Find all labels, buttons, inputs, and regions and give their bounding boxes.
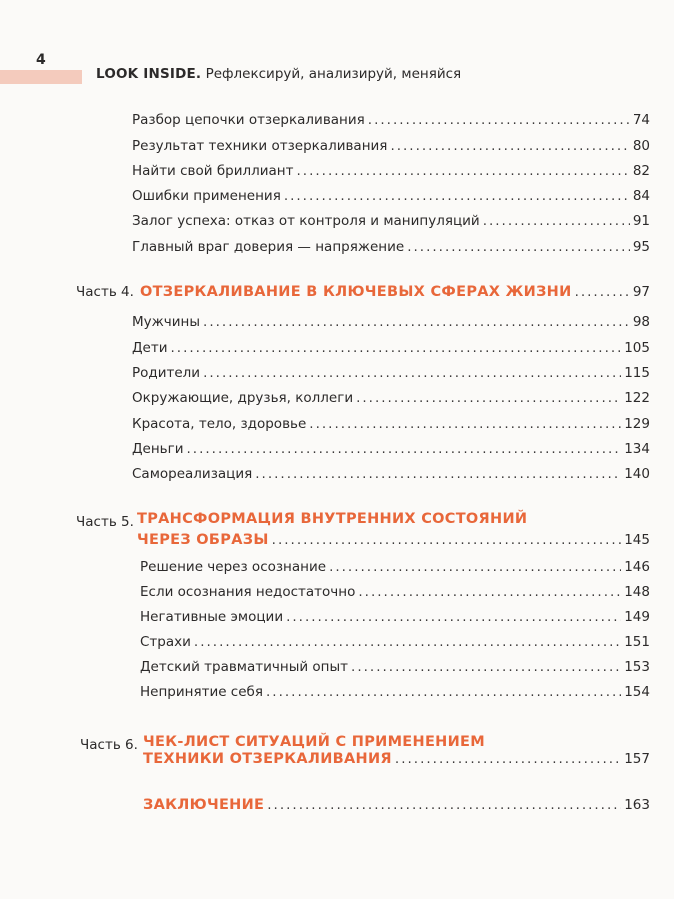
toc-entry-page: 140 — [624, 466, 650, 482]
toc-entry-page: 129 — [624, 416, 650, 432]
toc-entry[interactable] — [132, 365, 650, 381]
dot-leader — [203, 314, 630, 330]
toc-entry-page: 154 — [624, 684, 650, 700]
page-number: 4 — [36, 52, 46, 68]
toc-entry-page: 95 — [632, 239, 650, 255]
part-label: Часть 6. — [80, 737, 138, 753]
book-subtitle: Рефлексируй, анализируй, меняйся — [205, 66, 462, 82]
toc-part-heading[interactable] — [143, 751, 650, 767]
toc-entry-title: Найти свой бриллиант — [132, 163, 294, 179]
toc-entry-title: Негативные эмоции — [140, 609, 284, 625]
toc-entry[interactable] — [132, 112, 650, 128]
toc-entry-title: Главный враг доверия — напряжение — [132, 239, 405, 255]
toc-entry-page: 115 — [624, 365, 650, 381]
dot-leader — [194, 634, 621, 650]
toc-entry-title: Красота, тело, здоровье — [132, 416, 307, 432]
dot-leader — [286, 609, 621, 625]
dot-leader — [483, 213, 630, 229]
toc-entry-page: 82 — [632, 163, 650, 179]
toc-entry[interactable] — [132, 314, 650, 330]
conclusion-title: ЗАКЛЮЧЕНИЕ — [143, 797, 265, 813]
toc-entry-page: 157 — [624, 751, 650, 767]
toc-entry-title: Окружающие, друзья, коллеги — [132, 390, 354, 406]
dot-leader — [267, 797, 621, 813]
dot-leader — [187, 441, 622, 457]
dot-leader — [297, 163, 630, 179]
toc-entry-title: Если осознания недостаточно — [140, 584, 356, 600]
toc-entry-page: 98 — [632, 314, 650, 330]
toc-entry-title: Деньги — [132, 441, 184, 457]
dot-leader — [272, 532, 622, 548]
toc-entry-title: Решение через осознание — [140, 559, 327, 575]
toc-conclusion[interactable] — [143, 797, 650, 813]
dot-leader — [266, 684, 621, 700]
dot-leader — [368, 112, 630, 128]
toc-entry-page: 74 — [632, 112, 650, 128]
toc-entry[interactable] — [132, 138, 650, 154]
toc-entry-page: 149 — [624, 609, 650, 625]
toc-entry-page: 122 — [624, 390, 650, 406]
toc-entry-page: 97 — [632, 284, 650, 300]
toc-part-heading[interactable] — [137, 532, 650, 548]
part-label: Часть 5. — [76, 514, 134, 530]
toc-entry[interactable] — [132, 416, 650, 432]
toc-entry-title: Детский травматичный опыт — [140, 659, 349, 675]
dot-leader — [575, 284, 630, 300]
toc-entry-title: Ошибки применения — [132, 188, 281, 204]
dot-leader — [329, 559, 621, 575]
toc-entry-title: Страхи — [140, 634, 191, 650]
dot-leader — [203, 365, 621, 381]
toc-entry[interactable] — [140, 559, 650, 575]
toc-entry-page: 146 — [624, 559, 650, 575]
toc-entry-page: 134 — [624, 441, 650, 457]
toc-entry[interactable] — [132, 163, 650, 179]
dot-leader — [255, 466, 621, 482]
toc-entry-title: Результат техники отзеркаливания — [132, 138, 388, 154]
dot-leader — [171, 340, 622, 356]
toc-entry-page: 105 — [624, 340, 650, 356]
toc-entry[interactable] — [140, 684, 650, 700]
dot-leader — [390, 138, 629, 154]
book-title: LOOK INSIDE. — [96, 66, 202, 82]
toc-entry-title: Родители — [132, 365, 201, 381]
dot-leader — [407, 239, 630, 255]
toc-entry-page: 151 — [624, 634, 650, 650]
toc-entry[interactable] — [140, 609, 650, 625]
toc-entry-title: Дети — [132, 340, 168, 356]
dot-leader — [309, 416, 621, 432]
toc-entry[interactable] — [132, 239, 650, 255]
toc-entry[interactable] — [132, 188, 650, 204]
dot-leader — [356, 390, 621, 406]
toc-entry-page: 84 — [632, 188, 650, 204]
header-color-band — [0, 70, 82, 84]
toc-entry-title: Непринятие себя — [140, 684, 263, 700]
toc-entry[interactable] — [140, 659, 650, 675]
part-title-line-2: ЧЕРЕЗ ОБРАЗЫ — [137, 532, 269, 548]
toc-entry-title: Залог успеха: отказ от контроля и манипуляций — [132, 213, 480, 229]
toc-entry-page: 91 — [632, 213, 650, 229]
running-head — [96, 66, 461, 82]
part-title-line-1[interactable]: ЧЕК-ЛИСТ СИТУАЦИЙ С ПРИМЕНЕНИЕМ — [143, 734, 485, 750]
toc-entry-page: 163 — [624, 797, 650, 813]
toc-entry-page: 153 — [624, 659, 650, 675]
toc-entry-page: 148 — [624, 584, 650, 600]
toc-entry-page: 145 — [624, 532, 650, 548]
toc-entry[interactable] — [132, 466, 650, 482]
part-title: ОТЗЕРКАЛИВАНИЕ В КЛЮЧЕВЫХ СФЕРАХ ЖИЗНИ — [139, 284, 572, 300]
dot-leader — [284, 188, 630, 204]
toc-entry[interactable] — [140, 634, 650, 650]
part-title-line-1[interactable]: ТРАНСФОРМАЦИЯ ВНУТРЕННИХ СОСТОЯНИЙ — [137, 511, 528, 527]
dot-leader — [395, 751, 621, 767]
dot-leader — [351, 659, 621, 675]
dot-leader — [358, 584, 621, 600]
toc-entry[interactable] — [132, 213, 650, 229]
toc-entry-page: 80 — [632, 138, 650, 154]
toc-entry[interactable] — [132, 340, 650, 356]
toc-entry-title: Мужчины — [132, 314, 201, 330]
part-title-line-2: ТЕХНИКИ ОТЗЕРКАЛИВАНИЯ — [143, 751, 392, 767]
toc-entry-title: Самореализация — [132, 466, 253, 482]
toc-entry[interactable] — [132, 441, 650, 457]
toc-part-heading[interactable] — [76, 284, 650, 300]
part-label: Часть 4. — [76, 284, 134, 300]
toc-entry-title: Разбор цепочки отзеркаливания — [132, 112, 365, 128]
toc-entry[interactable] — [132, 390, 650, 406]
toc-entry[interactable] — [140, 584, 650, 600]
